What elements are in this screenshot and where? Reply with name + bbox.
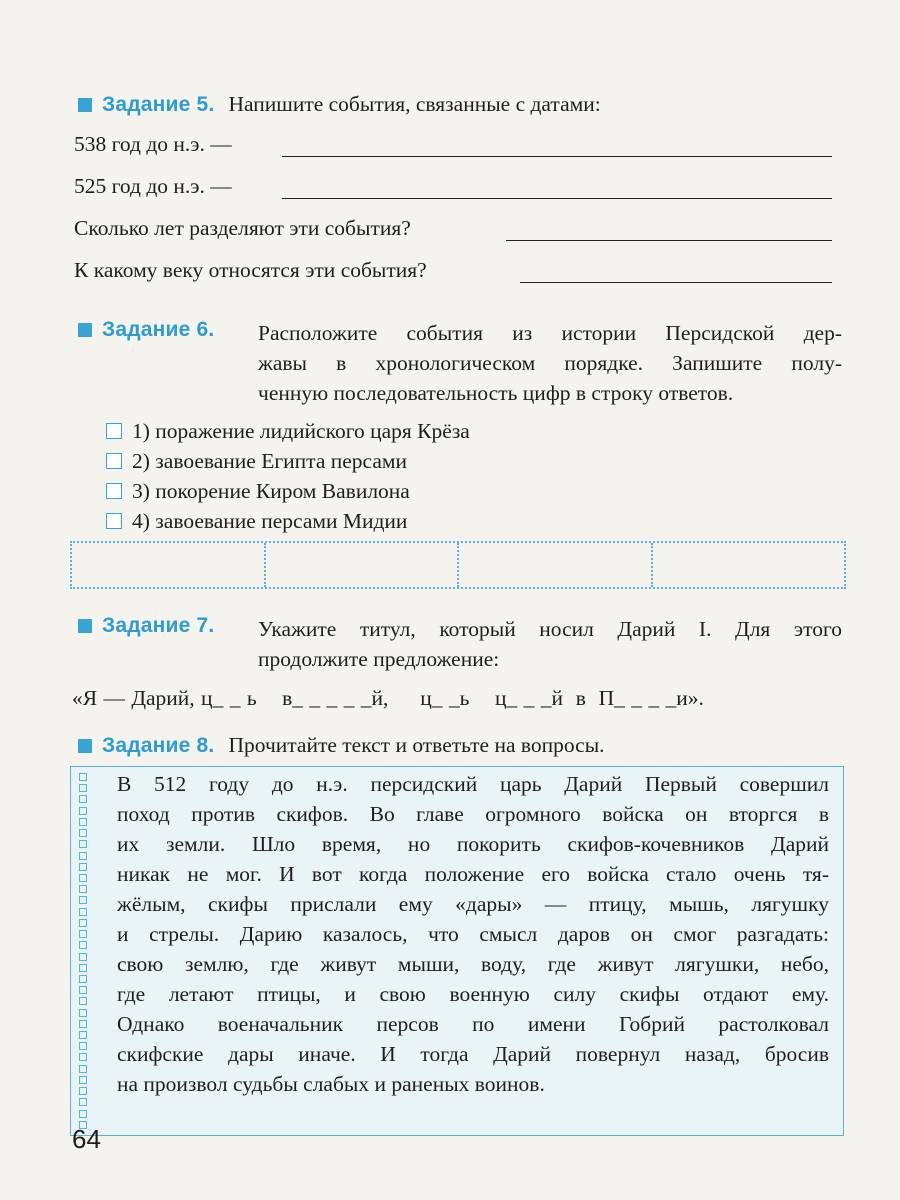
task8-instruction: Прочитайте текст и ответьте на вопросы. xyxy=(228,733,605,757)
task6-option-4[interactable] xyxy=(106,509,407,534)
checkbox-icon[interactable] xyxy=(106,483,122,499)
dotted-border-decoration xyxy=(79,773,91,1129)
text-line: свою землю, где живут мыши, воду, где живут лягушки, небо, xyxy=(117,952,829,976)
text-line: скифские дары иначе. И тогда Дарий повернул назад, бросив xyxy=(117,1042,829,1066)
checkbox-icon[interactable] xyxy=(106,453,122,469)
text-line: В 512 году до н.э. персидский царь Дарий Первый совершил xyxy=(117,772,829,796)
square-bullet-icon xyxy=(78,739,92,753)
option-label: 3) покорение Киром Вавилона xyxy=(132,479,410,503)
task7-instruction-line: Укажите титул, который носил Дарий I. Для этого xyxy=(258,617,842,641)
task7-instruction xyxy=(258,614,842,674)
task7-header xyxy=(78,614,214,638)
task6-instruction-line: Расположите события из истории Персидской дер- xyxy=(258,321,842,345)
task7-label: Задание 7. xyxy=(102,614,215,637)
text-line: где летают птицы, и свою военную силу скифы отдают ему. xyxy=(117,982,829,1006)
task5-question2: К какому веку относятся эти события? xyxy=(74,258,427,282)
task6-answer-row xyxy=(70,541,846,589)
task8-header xyxy=(78,733,605,758)
task7-instruction-line: продолжите предложение: xyxy=(258,647,500,671)
task6-label: Задание 6. xyxy=(102,318,215,341)
task6-instruction xyxy=(258,318,842,408)
reading-text-box xyxy=(70,766,844,1136)
answer-cell[interactable] xyxy=(266,543,460,587)
answer-cell[interactable] xyxy=(653,543,845,587)
task5-label: Задание 5. xyxy=(102,93,215,116)
option-label: 4) завоевание персами Мидии xyxy=(132,509,408,533)
text-line: жёлым, скифы прислали ему «дары» — птицу, мышь, лягушку xyxy=(117,892,829,916)
task5-question1: Сколько лет разделяют эти события? xyxy=(74,216,411,240)
square-bullet-icon xyxy=(78,98,92,112)
text-line: их земли. Шло время, но покорить скифов-кочевников Дарий xyxy=(117,832,829,856)
checkbox-icon[interactable] xyxy=(106,513,122,529)
text-line: никак не мог. И вот когда положение его войска стало очень тя- xyxy=(117,862,829,886)
task5-answer-line1[interactable] xyxy=(282,156,832,157)
text-line: и стрелы. Дарию казалось, что смысл даров он смог разгадать: xyxy=(117,922,829,946)
answer-cell[interactable] xyxy=(72,543,266,587)
task5-date1: 538 год до н.э. — xyxy=(74,132,232,156)
task5-answer-line3[interactable] xyxy=(506,240,832,241)
square-bullet-icon xyxy=(78,323,92,337)
task5-date2: 525 год до н.э. — xyxy=(74,174,232,198)
option-label: 2) завоевание Египта персами xyxy=(132,449,408,473)
text-line: на произвол судьбы слабых и раненых воинов. xyxy=(117,1072,545,1096)
task6-instruction-line: ченную последовательность цифр в строку ответов. xyxy=(258,381,734,405)
text-line: Однако военачальник персов по имени Гобрий растолковал xyxy=(117,1012,829,1036)
option-label: 1) поражение лидийского царя Крёза xyxy=(132,419,470,443)
task5-answer-line2[interactable] xyxy=(282,198,832,199)
task5-instruction: Напишите события, связанные с датами: xyxy=(228,92,601,116)
task5-header xyxy=(78,92,601,117)
text-line: поход против скифов. Во главе огромного войска он вторгся в xyxy=(117,802,829,826)
task5-answer-line4[interactable] xyxy=(520,282,832,283)
task7-sentence[interactable]: «Я — Дарий, ц_ _ ь в_ _ _ _ _й, ц_ _ь ц_ _ _й в П_ _ _ _и». xyxy=(72,686,704,710)
square-bullet-icon xyxy=(78,619,92,633)
checkbox-icon[interactable] xyxy=(106,423,122,439)
reading-text xyxy=(117,769,829,1099)
task6-option-3[interactable] xyxy=(106,479,410,504)
task8-label: Задание 8. xyxy=(102,734,215,757)
task6-option-2[interactable] xyxy=(106,449,407,474)
answer-cell[interactable] xyxy=(459,543,653,587)
page-number: 64 xyxy=(72,1124,101,1154)
task6-instruction-line: жавы в хронологическом порядке. Запишите полу- xyxy=(258,351,842,375)
task6-option-1[interactable] xyxy=(106,419,470,444)
task6-header xyxy=(78,318,214,342)
